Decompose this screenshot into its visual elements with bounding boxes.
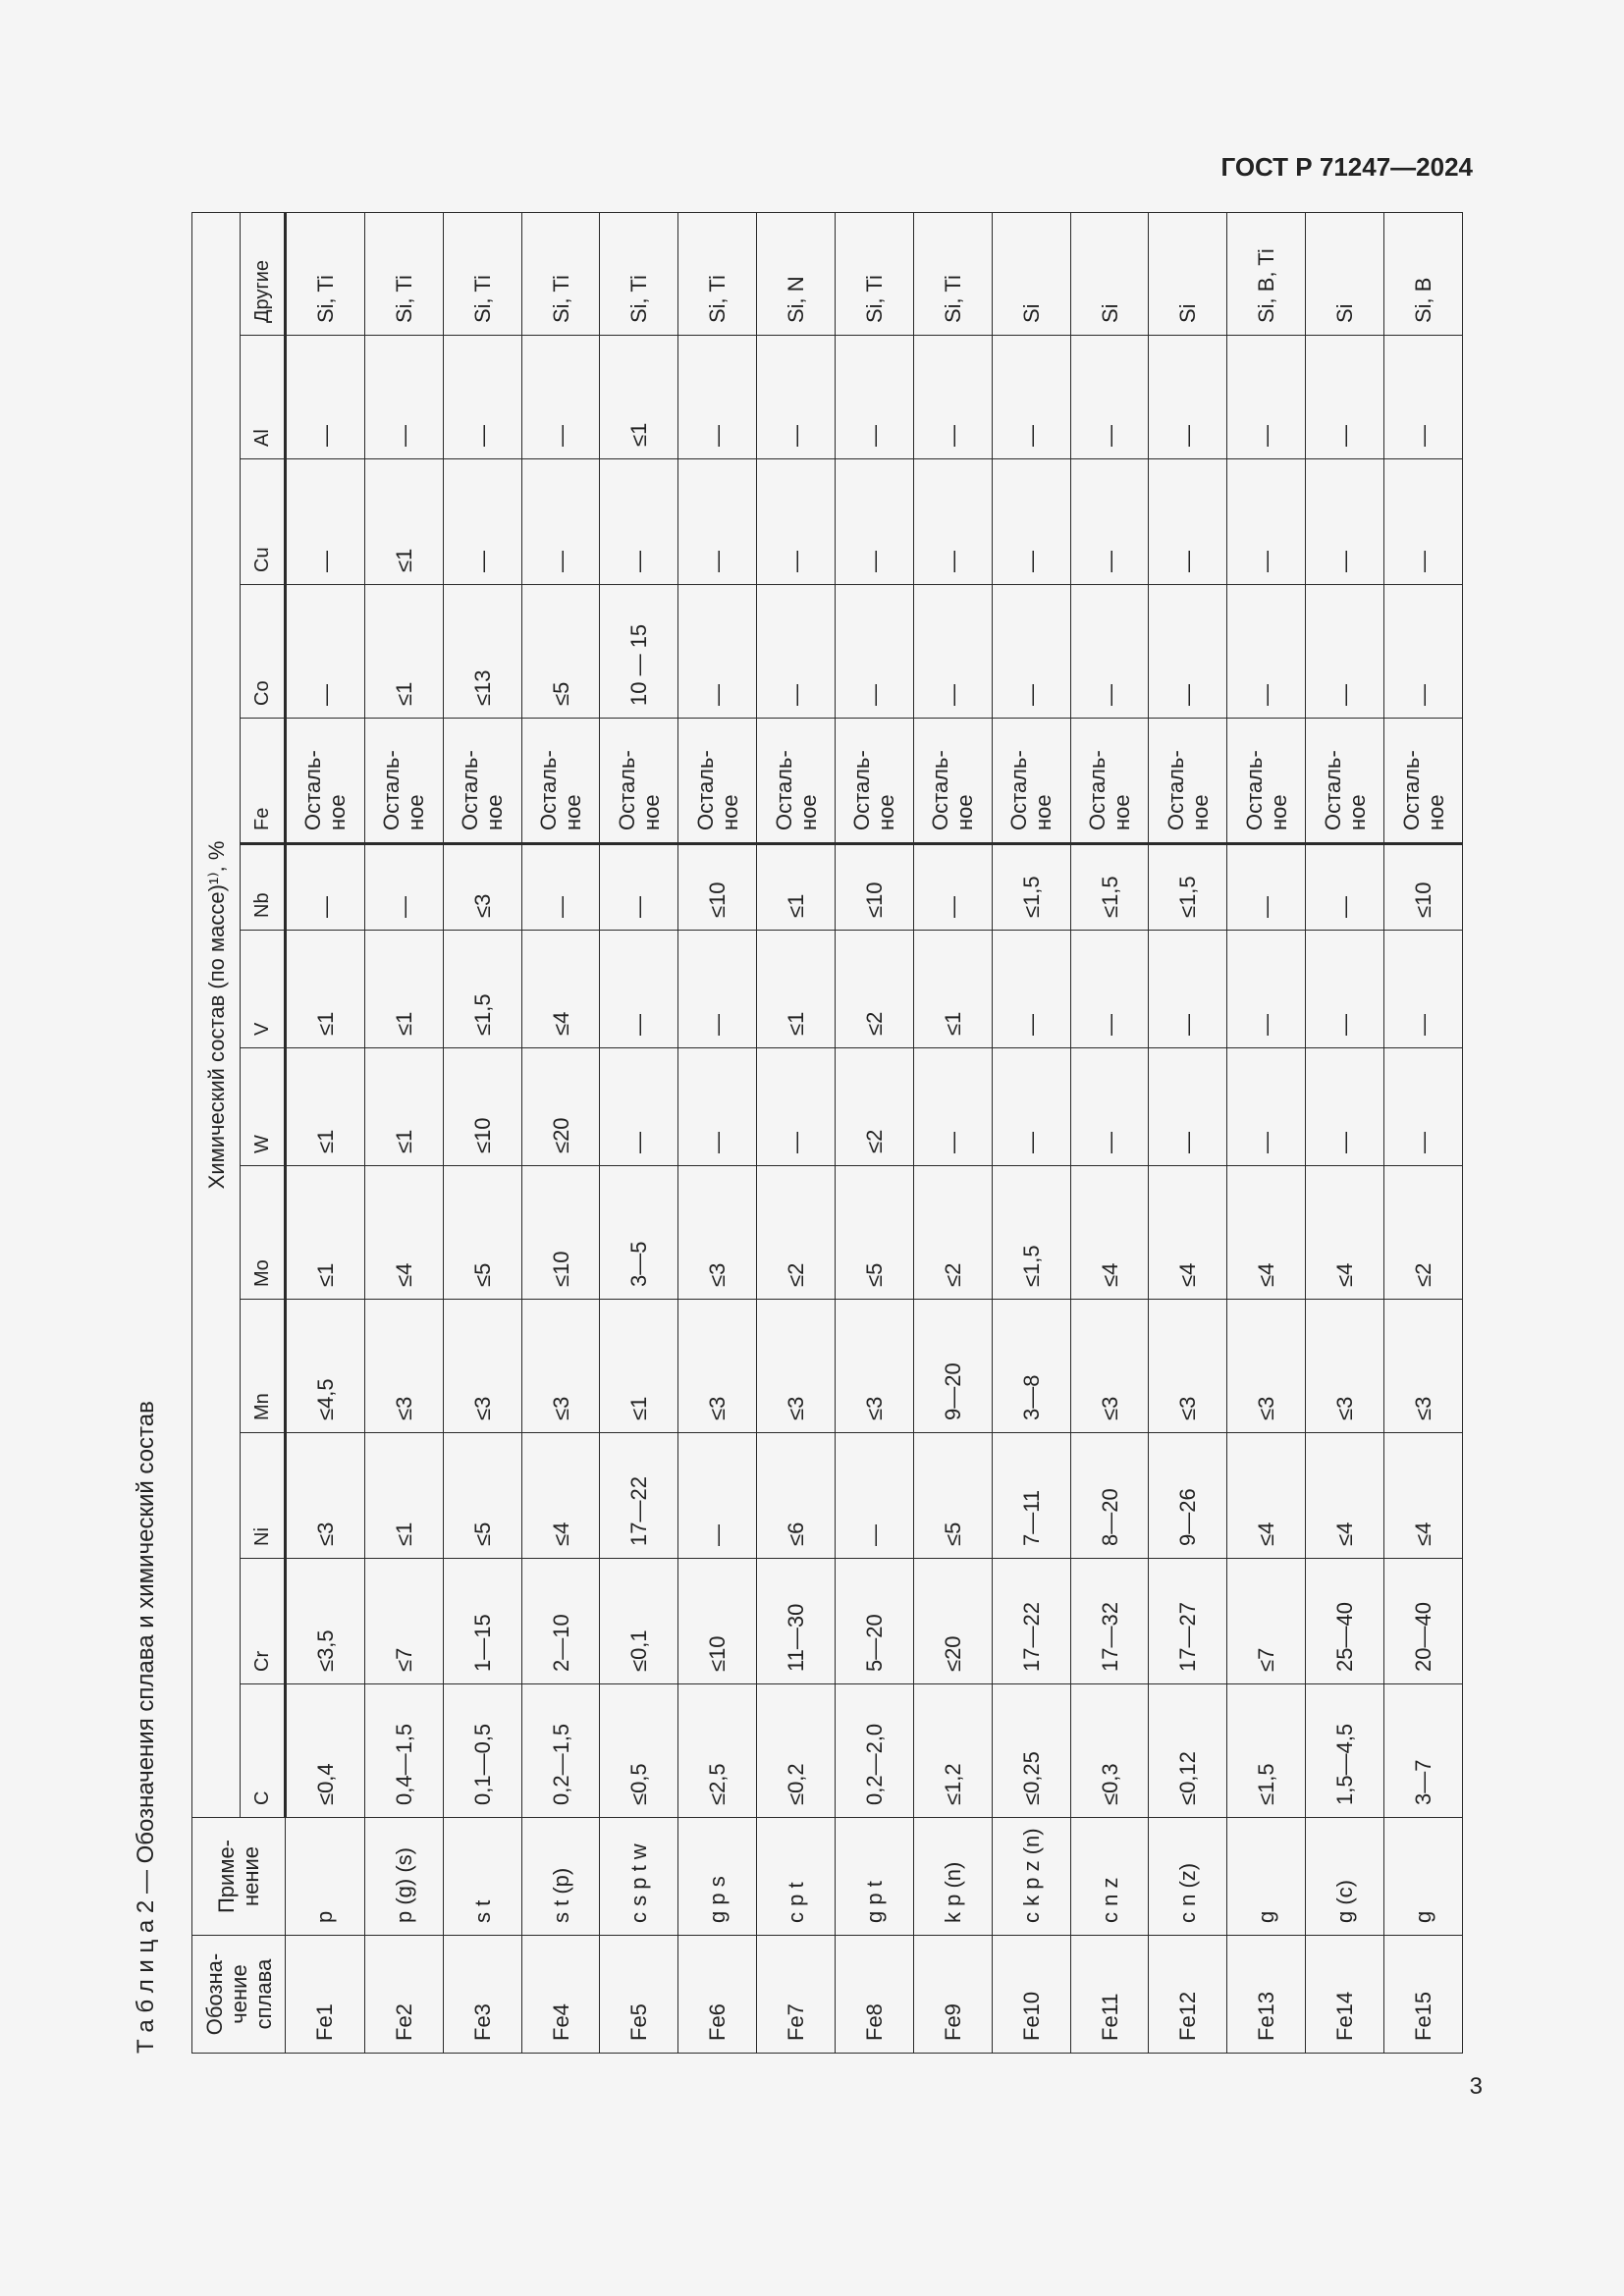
table-cell: 1,5—4,5	[1306, 1684, 1384, 1818]
table-cell: 17—32	[1070, 1559, 1149, 1684]
table-cell: Осталь-ное	[1149, 719, 1227, 844]
table-cell: g p t	[836, 1818, 914, 1936]
table-cell: Осталь-ное	[600, 719, 678, 844]
header-element: Nb	[241, 844, 286, 931]
table-row	[364, 212, 443, 2053]
header-element: Fe	[241, 719, 286, 844]
header-element: V	[241, 931, 286, 1048]
table-cell: —	[521, 459, 600, 585]
table-cell: Осталь-ное	[286, 719, 365, 844]
table-cell: —	[1227, 336, 1306, 459]
table-cell: ≤4	[1149, 1166, 1227, 1300]
table-cell: —	[992, 1048, 1070, 1166]
table-cell: —	[757, 1048, 836, 1166]
header-element: C	[241, 1684, 286, 1818]
table-cell: Si	[992, 212, 1070, 335]
table-cell: Осталь-ное	[913, 719, 992, 844]
table-cell: —	[1070, 1048, 1149, 1166]
table-cell: Si, Ti	[600, 212, 678, 335]
table-cell: —	[443, 336, 521, 459]
table-cell: ≤2	[913, 1166, 992, 1300]
table-cell: —	[1306, 844, 1384, 931]
table-cell: ≤4	[1227, 1433, 1306, 1559]
table-cell: ≤0,12	[1149, 1684, 1227, 1818]
table-cell: g (c)	[1306, 1818, 1384, 1936]
table-cell: Fe9	[913, 1936, 992, 2054]
table-cell: 9—20	[913, 1300, 992, 1433]
table-cell: ≤3	[364, 1300, 443, 1433]
table-cell: ≤4	[1306, 1166, 1384, 1300]
table-cell: Si, Ti	[286, 212, 365, 335]
document-code: ГОСТ Р 71247—2024	[1220, 152, 1473, 182]
table-cell: —	[1070, 585, 1149, 719]
table-cell: —	[600, 931, 678, 1048]
table-cell: ≤1,5	[1227, 1684, 1306, 1818]
header-element: W	[241, 1048, 286, 1166]
table-cell: ≤1,5	[1070, 844, 1149, 931]
table-cell: —	[1384, 1048, 1463, 1166]
table-cell: —	[913, 585, 992, 719]
table-cell: ≤0,25	[992, 1684, 1070, 1818]
table-cell: Fe12	[1149, 1936, 1227, 2054]
table-cell: ≤2	[836, 1048, 914, 1166]
table-cell: ≤1,2	[913, 1684, 992, 1818]
table-cell: Si, Ti	[913, 212, 992, 335]
table-cell: ≤1,5	[992, 844, 1070, 931]
table-row	[443, 212, 521, 2053]
table-cell: Fe3	[443, 1936, 521, 2054]
table-cell: Осталь-ное	[1070, 719, 1149, 844]
header-application: Приме-нение	[192, 1818, 286, 1936]
header-element: Другие	[241, 212, 286, 335]
table-cell: —	[1070, 459, 1149, 585]
table-cell: —	[1306, 585, 1384, 719]
table-row	[1070, 212, 1149, 2053]
table-row	[1384, 212, 1463, 2053]
table-cell: c k p z (n)	[992, 1818, 1070, 1936]
table-cell: Осталь-ное	[1384, 719, 1463, 844]
table-cell: —	[678, 1048, 757, 1166]
table-cell: —	[1149, 336, 1227, 459]
table-cell: Fe11	[1070, 1936, 1149, 2054]
table-cell: Fe10	[992, 1936, 1070, 2054]
table-cell: ≤1	[600, 1300, 678, 1433]
header-element: Ni	[241, 1433, 286, 1559]
header-designation: Обозна-чение сплава	[192, 1936, 286, 2054]
table-cell: —	[521, 336, 600, 459]
table-cell: 5—20	[836, 1559, 914, 1684]
table-cell: ≤20	[913, 1559, 992, 1684]
table-cell: ≤3	[678, 1166, 757, 1300]
table-cell: —	[1227, 931, 1306, 1048]
table-cell: 3—7	[1384, 1684, 1463, 1818]
table-cell: ≤7	[364, 1559, 443, 1684]
table-cell: —	[600, 1048, 678, 1166]
table-cell: ≤4	[1227, 1166, 1306, 1300]
table-cell: ≤1	[364, 585, 443, 719]
table-cell: Fe2	[364, 1936, 443, 2054]
table-cell: 17—22	[992, 1559, 1070, 1684]
table-cell: ≤1,5	[992, 1166, 1070, 1300]
table-cell: ≤3	[1149, 1300, 1227, 1433]
table-cell: —	[1384, 585, 1463, 719]
table-cell: ≤1	[757, 844, 836, 931]
table-cell: Fe13	[1227, 1936, 1306, 2054]
header-element: Cu	[241, 459, 286, 585]
table-cell: ≤1	[600, 336, 678, 459]
table-cell: —	[992, 459, 1070, 585]
table-cell: —	[1384, 459, 1463, 585]
table-cell: ≤1,5	[443, 931, 521, 1048]
table-cell: —	[836, 459, 914, 585]
table-cell: —	[678, 336, 757, 459]
table-cell: Fe6	[678, 1936, 757, 2054]
table-cell: —	[443, 459, 521, 585]
table-cell: s t (p)	[521, 1818, 600, 1936]
header-elements-row	[241, 212, 286, 2053]
table-cell: —	[913, 1048, 992, 1166]
table-cell: ≤10	[678, 844, 757, 931]
page-number: 3	[1469, 2073, 1483, 2100]
table-cell: ≤5	[443, 1166, 521, 1300]
table-cell: ≤1	[286, 1166, 365, 1300]
table-cell: ≤4	[1384, 1433, 1463, 1559]
table-cell: ≤4	[364, 1166, 443, 1300]
table-row	[913, 212, 992, 2053]
table-cell: ≤2,5	[678, 1684, 757, 1818]
table-cell: ≤10	[678, 1559, 757, 1684]
table-cell: —	[678, 931, 757, 1048]
table-cell: ≤2	[757, 1166, 836, 1300]
table-cell: Осталь-ное	[678, 719, 757, 844]
table-cell: —	[992, 336, 1070, 459]
table-cell: Осталь-ное	[1306, 719, 1384, 844]
table-cell: —	[913, 459, 992, 585]
table-cell: —	[678, 1433, 757, 1559]
table-cell: ≤0,4	[286, 1684, 365, 1818]
table-cell: —	[913, 844, 992, 931]
table-cell: —	[757, 585, 836, 719]
table-cell: Fe4	[521, 1936, 600, 2054]
table-cell: ≤10	[521, 1166, 600, 1300]
table-cell: ≤10	[836, 844, 914, 931]
table-cell: Осталь-ное	[992, 719, 1070, 844]
table-cell: ≤3,5	[286, 1559, 365, 1684]
table-cell: Осталь-ное	[364, 719, 443, 844]
table-cell: —	[1306, 931, 1384, 1048]
table-cell: ≤20	[521, 1048, 600, 1166]
table-cell: —	[836, 585, 914, 719]
table-cell: ≤3	[836, 1300, 914, 1433]
table-cell: —	[1306, 459, 1384, 585]
table-cell: —	[364, 336, 443, 459]
table-cell: 8—20	[1070, 1433, 1149, 1559]
table-cell: ≤1	[364, 1048, 443, 1166]
table-cell: ≤7	[1227, 1559, 1306, 1684]
table-cell: ≤0,5	[600, 1684, 678, 1818]
table-cell: —	[1149, 931, 1227, 1048]
table-cell: ≤3	[1227, 1300, 1306, 1433]
table-cell: 2—10	[521, 1559, 600, 1684]
table-cell: Fe14	[1306, 1936, 1384, 2054]
table-cell: 1—15	[443, 1559, 521, 1684]
table-row	[521, 212, 600, 2053]
table-cell: Si, Ti	[836, 212, 914, 335]
table-cell: Si, Ti	[521, 212, 600, 335]
table-cell: —	[286, 459, 365, 585]
table-cell: Si, B	[1384, 212, 1463, 335]
table-cell: 10 — 15	[600, 585, 678, 719]
table-cell: ≤3	[443, 844, 521, 931]
table-cell: ≤2	[1384, 1166, 1463, 1300]
table-cell: —	[1149, 1048, 1227, 1166]
table-cell: s t	[443, 1818, 521, 1936]
table-cell: p (g) (s)	[364, 1818, 443, 1936]
table-cell: c p t	[757, 1818, 836, 1936]
table-cell: ≤13	[443, 585, 521, 719]
table-cell: ≤3	[521, 1300, 600, 1433]
table-cell: 0,4—1,5	[364, 1684, 443, 1818]
table-cell: —	[992, 931, 1070, 1048]
table-cell: g p s	[678, 1818, 757, 1936]
table-cell: ≤6	[757, 1433, 836, 1559]
table-cell: —	[1149, 459, 1227, 585]
table-cell: Si	[1070, 212, 1149, 335]
table-cell: Si, Ti	[678, 212, 757, 335]
table-cell: —	[521, 844, 600, 931]
table-cell: ≤4	[1306, 1433, 1384, 1559]
table-cell: 3—5	[600, 1166, 678, 1300]
table-cell: —	[678, 459, 757, 585]
table-cell: —	[836, 1433, 914, 1559]
table-cell: —	[1149, 585, 1227, 719]
table-cell: ≤1	[364, 1433, 443, 1559]
table-cell: p	[286, 1818, 365, 1936]
table-row	[1306, 212, 1384, 2053]
table-cell: Fe15	[1384, 1936, 1463, 2054]
table-cell: —	[757, 336, 836, 459]
table-cell: —	[286, 585, 365, 719]
table-cell: 25—40	[1306, 1559, 1384, 1684]
table-cell: ≤3	[1384, 1300, 1463, 1433]
table-row	[678, 212, 757, 2053]
table-cell: —	[1306, 1048, 1384, 1166]
table-cell: ≤10	[443, 1048, 521, 1166]
table-cell: Осталь-ное	[836, 719, 914, 844]
table-cell: 0,2—1,5	[521, 1684, 600, 1818]
table-cell: —	[364, 844, 443, 931]
table-cell: Fe7	[757, 1936, 836, 2054]
table-cell: ≤1	[364, 459, 443, 585]
table-cell: ≤1	[913, 931, 992, 1048]
table-cell: 17—22	[600, 1433, 678, 1559]
table-cell: ≤3	[678, 1300, 757, 1433]
table-cell: Fe1	[286, 1936, 365, 2054]
table-caption: Т а б л и ц а 2 — Обозначения сплава и химический состав	[133, 1401, 159, 2054]
table-cell: —	[913, 336, 992, 459]
table-cell: Fe5	[600, 1936, 678, 2054]
header-element: Co	[241, 585, 286, 719]
table-cell: g	[1227, 1818, 1306, 1936]
table-cell: ≤3	[1070, 1300, 1149, 1433]
table-row	[757, 212, 836, 2053]
table-cell: 0,1—0,5	[443, 1684, 521, 1818]
table-cell: ≤3	[286, 1433, 365, 1559]
table-cell: c s p t w	[600, 1818, 678, 1936]
table-cell: 17—27	[1149, 1559, 1227, 1684]
table-row	[1227, 212, 1306, 2053]
table-cell: c n (z)	[1149, 1818, 1227, 1936]
table-cell: g	[1384, 1818, 1463, 1936]
table-cell: —	[286, 844, 365, 931]
header-element: Mn	[241, 1300, 286, 1433]
table-cell: ≤2	[836, 931, 914, 1048]
composition-table	[191, 212, 1463, 2054]
table-cell: Si, N	[757, 212, 836, 335]
table-cell: —	[1070, 336, 1149, 459]
table-cell: ≤0,2	[757, 1684, 836, 1818]
table-row	[286, 212, 365, 2053]
table-cell: ≤1	[286, 931, 365, 1048]
table-cell: —	[1227, 844, 1306, 931]
table-cell: —	[286, 336, 365, 459]
table-cell: —	[1070, 931, 1149, 1048]
table-cell: ≤3	[1306, 1300, 1384, 1433]
table-row	[992, 212, 1070, 2053]
table-cell: ≤0,1	[600, 1559, 678, 1684]
header-element: Al	[241, 336, 286, 459]
table-cell: —	[1306, 336, 1384, 459]
table-cell: 3—8	[992, 1300, 1070, 1433]
table-cell: —	[600, 459, 678, 585]
table-cell: ≤10	[1384, 844, 1463, 931]
table-cell: ≤1	[286, 1048, 365, 1166]
table-cell: ≤5	[521, 585, 600, 719]
table-cell: Осталь-ное	[521, 719, 600, 844]
table-cell: ≤5	[443, 1433, 521, 1559]
table-cell: —	[1227, 459, 1306, 585]
table-cell: ≤1	[757, 931, 836, 1048]
table-cell: k p (n)	[913, 1818, 992, 1936]
table-cell: —	[1384, 336, 1463, 459]
table-cell: —	[600, 844, 678, 931]
table-cell: ≤4,5	[286, 1300, 365, 1433]
table-cell: ≤5	[913, 1433, 992, 1559]
header-element: Mo	[241, 1166, 286, 1300]
table-cell: 11—30	[757, 1559, 836, 1684]
table-cell: Fe8	[836, 1936, 914, 2054]
table-cell: ≤4	[521, 931, 600, 1048]
header-element: Cr	[241, 1559, 286, 1684]
table-cell: ≤4	[521, 1433, 600, 1559]
table-cell: —	[678, 585, 757, 719]
table-cell: —	[1227, 1048, 1306, 1166]
table-cell: ≤1	[364, 931, 443, 1048]
table-cell: ≤3	[757, 1300, 836, 1433]
table-cell: ≤4	[1070, 1166, 1149, 1300]
table-cell: Si	[1149, 212, 1227, 335]
table-cell: 20—40	[1384, 1559, 1463, 1684]
table-cell: Si	[1306, 212, 1384, 335]
table-row	[836, 212, 914, 2053]
table-cell: —	[1227, 585, 1306, 719]
table-cell: Si, Ti	[364, 212, 443, 335]
table-row	[600, 212, 678, 2053]
table-row	[1149, 212, 1227, 2053]
table-cell: ≤3	[443, 1300, 521, 1433]
rotated-table-block	[133, 233, 1463, 2054]
table-cell: —	[836, 336, 914, 459]
table-cell: ≤5	[836, 1166, 914, 1300]
table-cell: Осталь-ное	[757, 719, 836, 844]
table-cell: —	[1384, 931, 1463, 1048]
table-cell: —	[992, 585, 1070, 719]
table-cell: Si, Ti	[443, 212, 521, 335]
table-cell: ≤0,3	[1070, 1684, 1149, 1818]
table-cell: 7—11	[992, 1433, 1070, 1559]
table-cell: ≤1,5	[1149, 844, 1227, 931]
table-cell: c n z	[1070, 1818, 1149, 1936]
table-cell: Осталь-ное	[443, 719, 521, 844]
table-cell: 9—26	[1149, 1433, 1227, 1559]
table-body	[286, 212, 1463, 2053]
table-cell: —	[757, 459, 836, 585]
header-composition: Химический состав (по массе)¹⁾, %	[192, 212, 241, 1817]
table-cell: 0,2—2,0	[836, 1684, 914, 1818]
table-cell: Осталь-ное	[1227, 719, 1306, 844]
table-cell: Si, B, Ti	[1227, 212, 1306, 335]
